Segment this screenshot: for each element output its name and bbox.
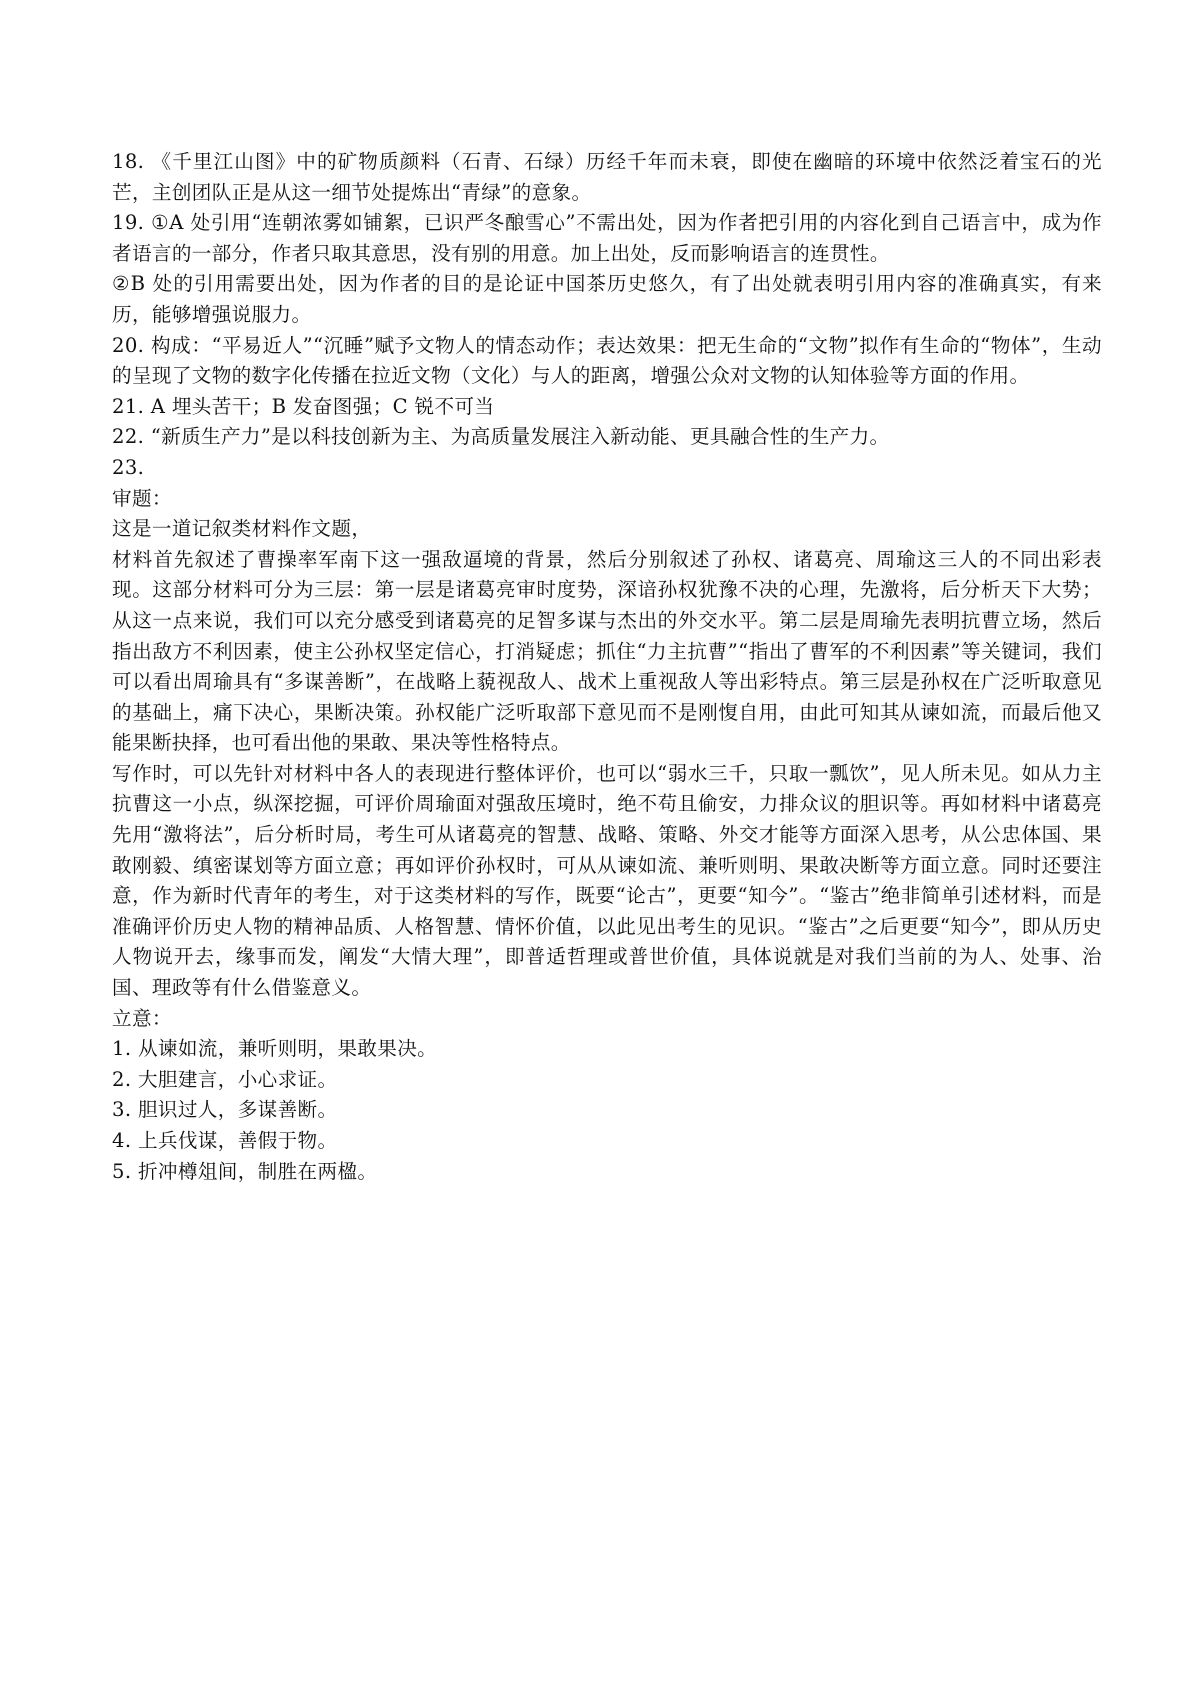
answer-20: 20. 构成：“平易近人”“沉睡”赋予文物人的情态动作；表达效果：把无生命的“文物”拟作有生命的“物体”，生动的呈现了文物的数字化传播在拉近文物（文化）与人的距离，增强公众对文物的认知体验等方面的作用。 [112,333,1102,388]
theme-item-2: 2. 大胆建言，小心求证。 [112,1067,338,1091]
review-paragraph-2: 材料首先叙述了曹操率军南下这一强敌逼境的背景，然后分别叙述了孙权、诸葛亮、周瑜这三人的不同出彩表现。这部分材料可分为三层：第一层是诸葛亮审时度势，深谙孙权犹豫不决的心理，先激将，后分析天下大势；从这一点来说，我们可以充分感受到诸葛亮的足智多谋与杰出的外交水平。第二层是周瑜先表明抗曹立场，然后指出敌方不利因素，使主公孙权坚定信心，打消疑虑；抓住“力主抗曹”“指出了曹军的不利因素”等关键词，我们可以看出周瑜具有“多谋善断”，在战略上藐视敌人、战术上重视敌人等出彩特点。第三层是孙权在广泛听取意见的基础上，痛下决心，果断决策。孙权能广泛听取部下意见而不是刚愎自用，由此可知其从谏如流，而最后他又能果断抉择，也可看出他的果敢、果决等性格特点。 [112,547,1102,755]
answer-23-number: 23. [112,455,145,479]
answer-19-part-b: ②B 处的引用需要出处，因为作者的目的是论证中国茶历史悠久，有了出处就表明引用内容的准确真实，有来历，能够增强说服力。 [112,272,1102,326]
answer-21: 21. A 埋头苦干；B 发奋图强；C 锐不可当 [112,394,495,418]
answer-document [112,147,1102,1187]
review-paragraph-1: 这是一道记叙类材料作文题， [112,517,372,541]
review-heading: 审题： [112,486,172,510]
review-paragraph-3: 写作时，可以先针对材料中各人的表现进行整体评价，也可以“弱水三千，只取一瓢饮”，见人所未见。如从力主抗曹这一小点，纵深挖掘，可评价周瑜面对强敌压境时，绝不苟且偷安，力排众议的胆识等。再如材料中诸葛亮先用“激将法”，后分析时局，考生可从诸葛亮的智慧、战略、策略、外交才能等方面深入思考，从公忠体国、果敢刚毅、缜密谋划等方面立意；再如评价孙权时，可从从谏如流、兼听则明、果敢决断等方面立意。同时还要注意，作为新时代青年的考生，对于这类材料的写作，既要“论古”，更要“知今”。“鉴古”绝非简单引述材料，而是准确评价历史人物的精神品质、人格智慧、情怀价值，以此见出考生的见识。“鉴古”之后更要“知今”，即从历史人物说开去，缘事而发，阐发“大情大理”，即普适哲理或普世价值，具体说就是对我们当前的为人、处事、治国、理政等有什么借鉴意义。 [112,761,1102,1000]
theme-item-5: 5. 折冲樽俎间，制胜在两楹。 [112,1159,378,1183]
theme-item-3: 3. 胆识过人，多谋善断。 [112,1098,338,1122]
answer-18: 18. 《千里江山图》中的矿物质颜料（石青、石绿）历经千年而未衰，即使在幽暗的环境中依然泛着宝石的光芒，主创团队正是从这一细节处提炼出“青绿”的意象。 [112,150,1102,204]
theme-item-1: 1. 从谏如流，兼听则明，果敢果决。 [112,1037,438,1061]
theme-item-4: 4. 上兵伐谋，善假于物。 [112,1129,338,1152]
answer-19-part-a: 19. ①A 处引用“连朝浓雾如铺絮，已识严冬酿雪心”不需出处，因为作者把引用的内容化到自己语言中，成为作者语言的一部分，作者只取其意思，没有别的用意。加上出处，反而影响语言的连贯性。 [112,211,1102,265]
answer-22: 22. “新质生产力”是以科技创新为主、为高质量发展注入新动能、更具融合性的生产力。 [112,425,890,449]
theme-heading: 立意： [112,1006,172,1030]
